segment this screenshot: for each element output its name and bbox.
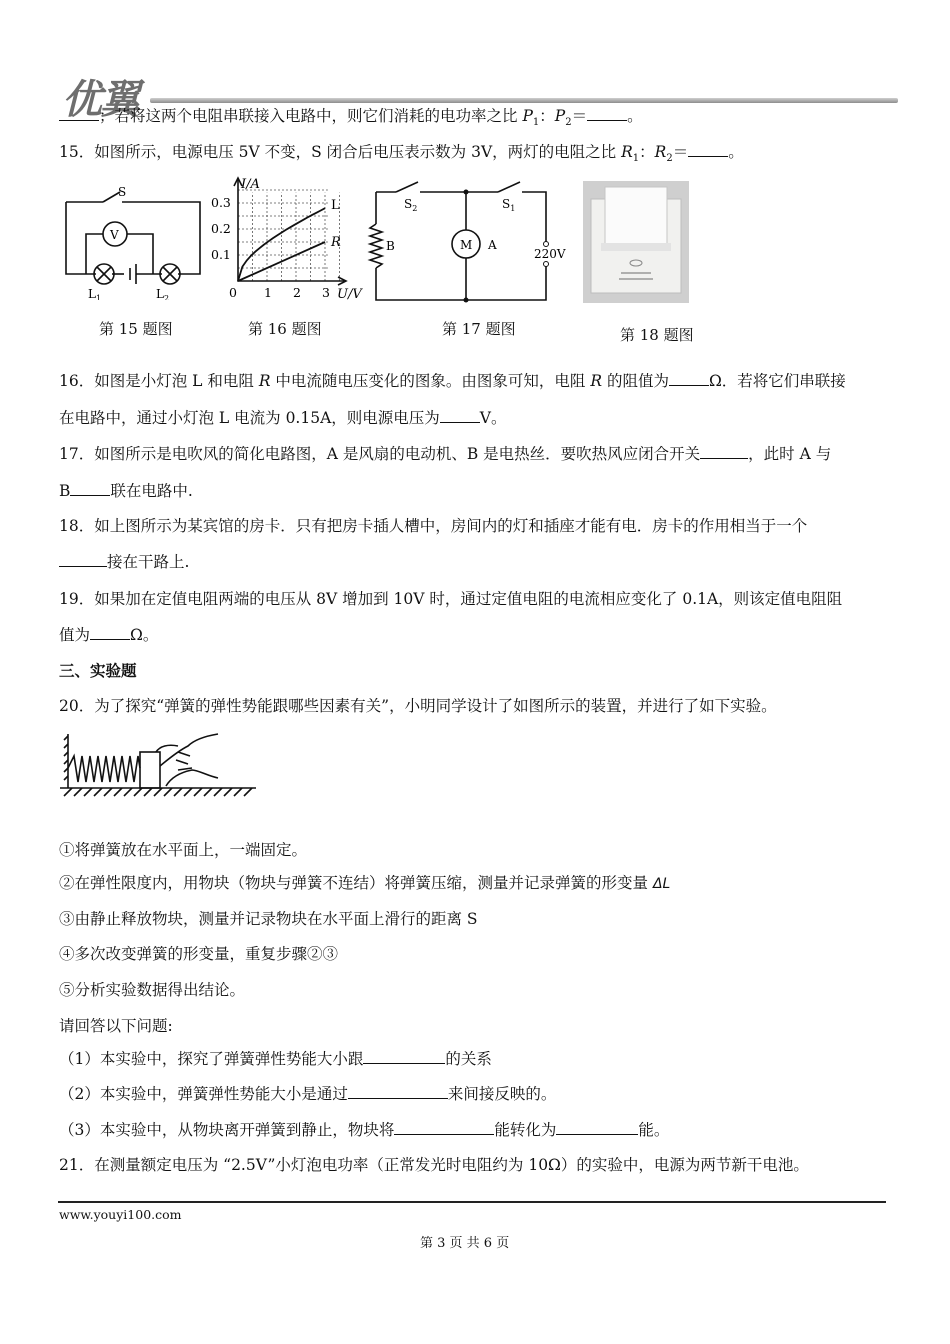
blank bbox=[587, 106, 627, 121]
q17-line1: 17．如图所示是电吹风的简化电路图，A 是风扇的电动机、B 是电热丝．要吹热风应闭合开关 ，此时 A 与 bbox=[59, 445, 832, 463]
caption-17: 第 17 题图 bbox=[442, 320, 516, 338]
section-heading: 三、实验题 bbox=[59, 662, 137, 680]
f15-s-label: S bbox=[118, 185, 127, 199]
q15-text: 15．如图所示，电源电压 5V 不变，S 闭合后电压表示数为 3V，两灯的电阻之比 $R_1$：$R_2=$ 。 bbox=[59, 143, 744, 165]
sub-question-1: （1）本实验中，探究了弹簧弹性势能大小跟 的关系 bbox=[59, 1050, 492, 1068]
blank bbox=[556, 1120, 638, 1135]
f16-xtick: 0 bbox=[229, 285, 237, 300]
f15-l2-label: $L_2$ bbox=[156, 287, 170, 300]
logo: 优翼 bbox=[62, 77, 138, 123]
blank bbox=[59, 106, 99, 121]
step-4: ④多次改变弹簧的形变量，重复步骤②③ bbox=[59, 945, 339, 963]
f16-ytick: 0.2 bbox=[211, 221, 231, 236]
f16-ylabel: I/A bbox=[241, 177, 260, 192]
q21-text: 21．在测量额定电压为 “2.5V”小灯泡电功率（正常发光时电阻约为 10Ω）的实验中，电源为两节新干电池。 bbox=[59, 1156, 809, 1174]
f16-ytick: 0.1 bbox=[211, 247, 231, 262]
blank bbox=[59, 552, 107, 567]
f16-xtick: 1 bbox=[264, 285, 272, 300]
f15-v-label: V bbox=[110, 228, 119, 242]
blank bbox=[363, 1049, 445, 1064]
footer-rule bbox=[58, 1201, 886, 1203]
caption-18: 第 18 题图 bbox=[620, 326, 694, 344]
blank bbox=[700, 444, 748, 459]
sub-question-2: （2）本实验中，弹簧弹性势能大小是通过 来间接反映的。 bbox=[59, 1085, 557, 1103]
f16-ytick: 0.3 bbox=[211, 195, 231, 210]
step-3: ③由静止释放物块，测量并记录物块在水平面上滑行的距离 S bbox=[59, 910, 478, 928]
f16-xtick: 2 bbox=[293, 285, 301, 300]
figure-16-chart bbox=[205, 174, 375, 306]
blank bbox=[90, 625, 130, 640]
figure-20-spring bbox=[60, 726, 260, 798]
q20-text: 20．为了探究“弹簧的弹性势能跟哪些因素有关”，小明同学设计了如图所示的装置，并进行了如下实验。 bbox=[59, 697, 777, 715]
f17-s1-label: $S_1$ bbox=[502, 197, 516, 213]
f17-voltage-label: 220V bbox=[534, 247, 566, 261]
blank bbox=[70, 481, 110, 496]
f17-s2-label: $S_2$ bbox=[404, 197, 418, 213]
f17-m-label: M bbox=[460, 238, 473, 252]
q17-line2: B 联在电路中. bbox=[59, 482, 193, 500]
q18-line1: 18．如上图所示为某宾馆的房卡．只有把房卡插人槽中，房间内的灯和插座才能有电．房卡的作用相当于一个 bbox=[59, 517, 808, 535]
sub-question-3: （3）本实验中，从物块离开弹簧到静止，物块将 能转化为 能。 bbox=[59, 1121, 670, 1139]
blank bbox=[440, 408, 480, 423]
q16-line2: 在电路中，通过小灯泡 L 电流为 0.15A，则电源电压为 V。 bbox=[59, 409, 507, 427]
q16-line1: 16．如图是小灯泡 L 和电阻 R 中电流随电压变化的图象。由图象可知，电阻 R 的阻值为 Ω．若将它们串联接 bbox=[59, 372, 846, 390]
blank bbox=[669, 371, 709, 386]
q14-line: ；若将这两个电阻串联接入电路中，则它们消耗的电功率之比 $P_1$：$P_2=$ 。 bbox=[59, 106, 643, 133]
f16-grid bbox=[238, 190, 340, 281]
f16-xlabel: U/V bbox=[337, 287, 362, 302]
q19-line2: 值为 Ω。 bbox=[59, 626, 159, 644]
step-2: ②在弹性限度内，用物块（物块与弹簧不连结）将弹簧压缩，测量并记录弹簧的形变量 ΔL bbox=[59, 874, 671, 892]
figure-18-photo bbox=[583, 181, 689, 303]
step-5: ⑤分析实验数据得出结论。 bbox=[59, 981, 246, 999]
f17-b-label: B bbox=[386, 239, 395, 253]
f16-curve-r-label: R bbox=[331, 235, 341, 250]
blank bbox=[394, 1120, 494, 1135]
footer-url[interactable]: www.youyi100.com bbox=[59, 1207, 182, 1222]
f16-curve-l-label: L bbox=[331, 198, 340, 213]
q18-line2: 接在干路上. bbox=[59, 552, 189, 572]
blank bbox=[688, 142, 728, 157]
caption-16: 第 16 题图 bbox=[248, 320, 322, 338]
header-rule bbox=[150, 98, 898, 103]
f17-a-label: A bbox=[488, 238, 497, 252]
step-1: ①将弹簧放在水平面上，一端固定。 bbox=[59, 841, 308, 859]
page-number: 第 3 页 共 6 页 bbox=[420, 1236, 510, 1251]
questions-intro: 请回答以下问题: bbox=[59, 1017, 173, 1035]
figure-15-circuit bbox=[58, 182, 208, 300]
room-card-illustration bbox=[583, 181, 689, 303]
f15-l1-label: $L_1$ bbox=[88, 287, 102, 300]
f16-xtick: 3 bbox=[322, 285, 330, 300]
caption-15: 第 15 题图 bbox=[99, 320, 173, 338]
blank bbox=[348, 1084, 448, 1099]
q19-line1: 19．如果加在定值电阻两端的电压从 8V 增加到 10V 时，通过定值电阻的电流相应变化了 0.1A，则该定值电阻阻 bbox=[59, 590, 843, 608]
figure-17-circuit bbox=[362, 172, 584, 306]
